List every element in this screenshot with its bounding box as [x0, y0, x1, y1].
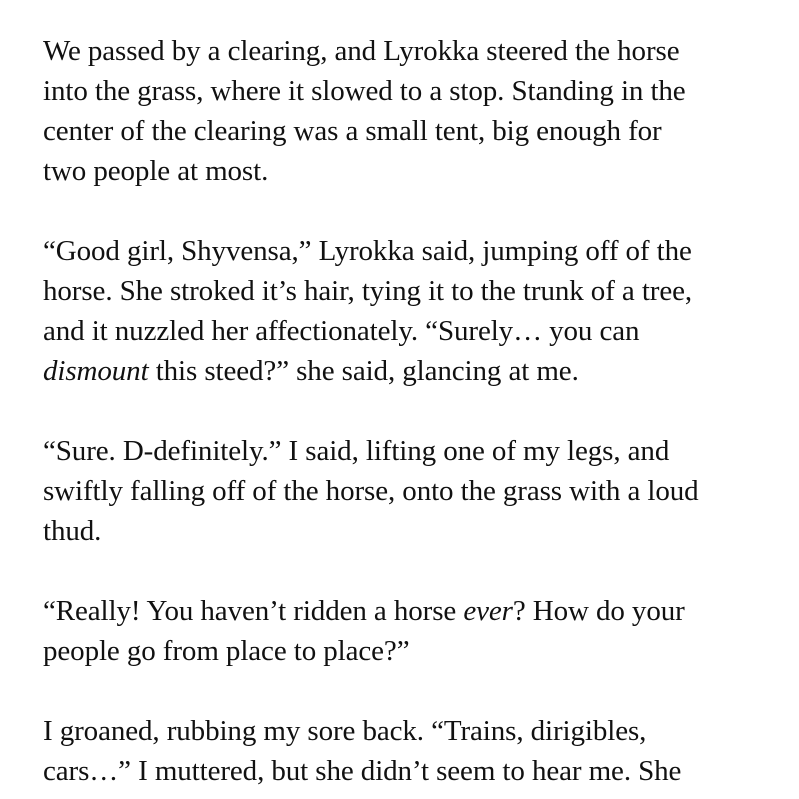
- text-fragment: ? How do your: [512, 595, 685, 627]
- text-fragment: “Really! You haven’t ridden a horse: [43, 595, 464, 627]
- text-line: “Good girl, Shyvensa,” Lyrokka said, jumping off of the: [43, 235, 692, 267]
- text-line: center of the clearing was a small tent, big enough for: [43, 115, 662, 147]
- text-fragment: this steed?” she said, glancing at me.: [148, 355, 579, 387]
- paragraph-really: [43, 591, 769, 671]
- paragraph-groaned: [43, 711, 769, 791]
- italic-word: dismount: [43, 355, 149, 387]
- text-line: swiftly falling off of the horse, onto the grass with a loud: [43, 475, 699, 507]
- paragraph-clearing: [43, 31, 769, 191]
- text-line: and it nuzzled her affectionately. “Surely… you can: [43, 315, 640, 347]
- text-line: into the grass, where it slowed to a stop. Standing in the: [43, 75, 686, 107]
- text-line: thud.: [43, 515, 102, 547]
- text-line: people go from place to place?”: [43, 635, 410, 667]
- paragraph-dismount: [43, 431, 769, 551]
- text-line: [43, 351, 769, 391]
- text-line: [43, 591, 769, 631]
- italic-word: ever: [463, 595, 513, 627]
- text-line: horse. She stroked it’s hair, tying it to the trunk of a tree,: [43, 275, 693, 307]
- text-line: We passed by a clearing, and Lyrokka steered the horse: [43, 35, 680, 67]
- text-line: “Sure. D-definitely.” I said, lifting one of my legs, and: [43, 435, 670, 467]
- paragraph-good-girl: [43, 231, 769, 391]
- text-line: two people at most.: [43, 155, 269, 187]
- text-line: I groaned, rubbing my sore back. “Trains, dirigibles,: [43, 715, 647, 747]
- text-line: cars…” I muttered, but she didn’t seem to hear me. She: [43, 755, 682, 787]
